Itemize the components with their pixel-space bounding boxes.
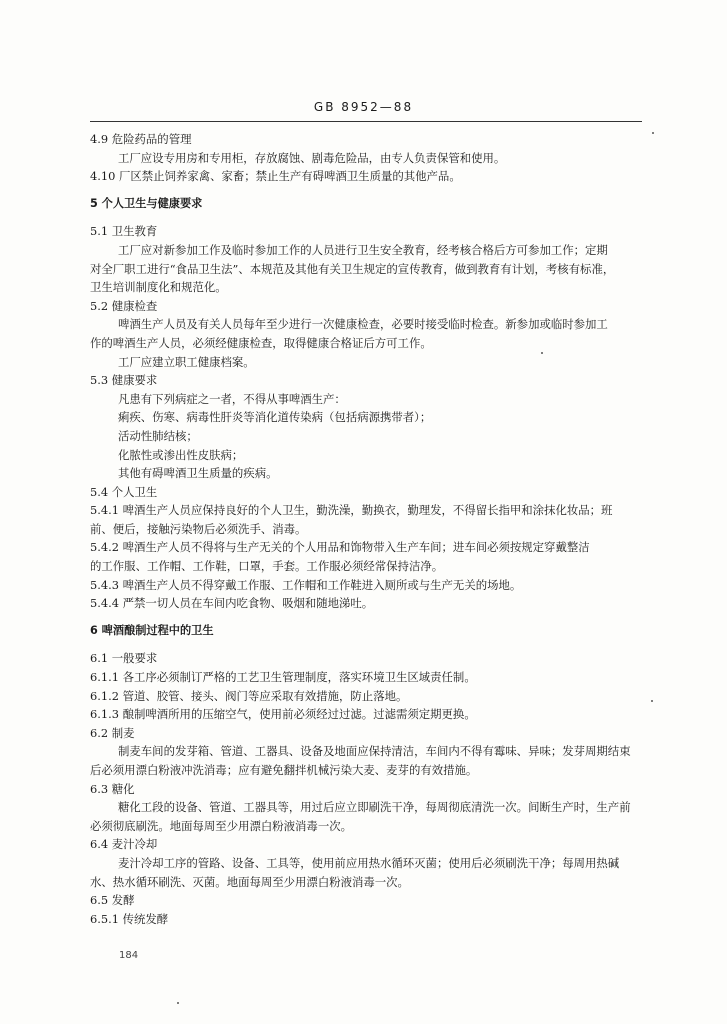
paragraph-gap	[90, 613, 665, 622]
section-heading: 6 啤酒酿制过程中的卫生	[90, 623, 214, 637]
clause-line: 6.1.3 酿制啤酒所用的压缩空气，使用前必须经过过滤。过滤需须定期更换。	[90, 707, 476, 722]
clause-line: 5.4.3 啤酒生产人员不得穿戴工作服、工作帽和工作鞋进入厕所或与生产无关的场地。	[90, 577, 522, 592]
paragraph-line: 工厂应对新参加工作及临时参加工作的人员进行卫生安全教育，经考核合格后方可参加工作；定期	[118, 242, 608, 257]
continuation-line: 必须彻底刷洗。地面每周至少用漂白粉液消毒一次。	[90, 818, 352, 833]
clause-line: 6.3 糖化	[90, 781, 135, 796]
continuation-line: 前、便后，接触污染物后必须洗手、消毒。	[90, 521, 307, 536]
section-heading: 5 个人卫生与健康要求	[90, 196, 203, 210]
paragraph-line: 痢疾、伤寒、病毒性肝炎等消化道传染病（包括病源携带者）；	[118, 410, 432, 425]
clause-line: 6.5 发酵	[90, 893, 135, 908]
paragraph-line: 其他有碍啤酒卫生质量的疾病。	[118, 466, 278, 481]
scan-speck	[652, 132, 654, 134]
scan-speck	[177, 1002, 179, 1004]
paragraph-line: 工厂应建立职工健康档案。	[118, 354, 255, 369]
clause-line: 4.9 危险药品的管理	[90, 132, 192, 146]
body-text	[90, 130, 665, 928]
clause-line: 5.4.1 啤酒生产人员应保持良好的个人卫生，勤洗澡，勤换衣，勤理发，不得留长指甲和涂抹化妆品；班	[90, 503, 613, 518]
paragraph-line: 凡患有下列病症之一者，不得从事啤酒生产：	[118, 391, 346, 406]
continuation-line: 的工作服、工作帽、工作鞋，口罩，手套。工作服必须经常保持洁净。	[90, 559, 444, 574]
paragraph-line: 活动性肺结核；	[118, 428, 198, 443]
clause-line: 5.4 个人卫生	[90, 484, 158, 499]
continuation-line: 对全厂职工进行“食品卫生法”、本规范及其他有关卫生规定的宣传教育，做到教育有计划，考核有标准，	[90, 261, 615, 276]
paragraph-line: 糖化工段的设备、管道、工器具等，用过后应立即刷洗干净，每周彻底清洗一次。间断生产时，生产前	[118, 800, 631, 815]
paragraph-line: 化脓性或渗出性皮肤病；	[118, 447, 244, 462]
paragraph-line: 工厂应设专用房和专用柜，存放腐蚀、剧毒危险品，由专人负责保管和使用。	[118, 150, 506, 165]
paragraph-gap	[90, 640, 665, 649]
paragraph-line: 啤酒生产人员及有关人员每年至少进行一次健康检查，必要时接受临时检查。新参加或临时参加工	[118, 317, 608, 332]
clause-line: 4.10 厂区禁止饲养家禽、家畜；禁止生产有碍啤酒卫生质量的其他产品。	[90, 169, 461, 184]
paragraph-gap	[90, 213, 665, 222]
header-rule	[90, 121, 642, 122]
scan-speck	[541, 352, 543, 354]
standard-code-header: GB 8952—88	[313, 100, 414, 114]
paragraph-gap	[90, 186, 665, 195]
clause-line: 6.5.1 传统发酵	[90, 911, 169, 926]
clause-line: 6.4 麦汁冷却	[90, 837, 158, 852]
clause-line: 5.1 卫生教育	[90, 224, 158, 239]
clause-line: 6.1 一般要求	[90, 651, 158, 666]
continuation-line: 卫生培训制度化和规范化。	[90, 280, 227, 295]
clause-line: 6.1.2 管道、胶管、接头、阀门等应采取有效措施，防止落地。	[90, 688, 408, 703]
continuation-line: 作的啤酒生产人员，必须经健康检查，取得健康合格证后方可工作。	[90, 335, 432, 350]
clause-line: 5.4.4 严禁一切人员在车间内吃食物、吸烟和随地涕吐。	[90, 596, 374, 611]
clause-line: 6.2 制麦	[90, 725, 135, 740]
paragraph-line: 麦汁冷却工序的管路、设备、工具等，使用前应用热水循环灭菌；使用后必须刷洗干净；每周用热碱	[118, 855, 620, 870]
continuation-line: 水、热水循环刷洗、灭菌。地面每周至少用漂白粉液消毒一次。	[90, 874, 409, 889]
clause-line: 5.2 健康检查	[90, 298, 158, 313]
clause-line: 5.4.2 啤酒生产人员不得将与生产无关的个人用品和饰物带入生产车间；进车间必须按规定穿戴整洁	[90, 540, 590, 555]
continuation-line: 后必须用漂白粉液冲洗消毒；应有避免翻拌机械污染大麦、麦芽的有效措施。	[90, 763, 478, 777]
clause-line: 6.1.1 各工序必须制订严格的工艺卫生管理制度，落实环境卫生区域责任制。	[90, 670, 476, 685]
paragraph-line: 制麦车间的发芽箱、管道、工器具、设备及地面应保持清洁，车间内不得有霉味、异味；发芽周期结束	[118, 744, 631, 759]
scan-speck	[651, 700, 653, 702]
clause-line: 5.3 健康要求	[90, 373, 158, 388]
page-number: 184	[119, 950, 139, 961]
